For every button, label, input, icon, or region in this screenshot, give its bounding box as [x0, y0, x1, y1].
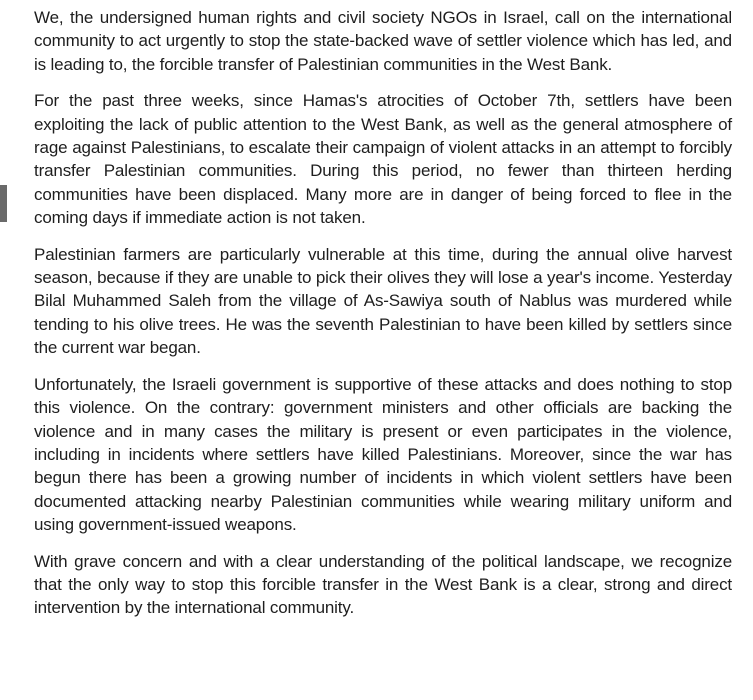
document-body [34, 6, 732, 633]
paragraph-olive-harvest: Palestinian farmers are particularly vulnerable at this time, during the annual olive harvest season, because if they are unable to pick their olives they will lose a year's income. Yesterday Bilal Muhammed Saleh from the village of As-Sawiya south of Nablus was murdered while tending to his olive trees. He was the seventh Palestinian to have been killed by settlers since the current war began. [34, 244, 732, 358]
paragraph-government: Unfortunately, the Israeli government is supportive of these attacks and does nothing to stop this violence. On the contrary: government ministers and other officials are backing the violence and in many cases the military is present or even participates in the violence, including in incidents where settlers have killed Palestinians. Moreover, since the war has begun there has been a growing number of incidents in which violent settlers have been documented attacking nearby Palestinian communities while wearing military uniform and using government-issued weapons. [34, 374, 732, 535]
cut-off-next-line [34, 657, 209, 663]
scroll-marker [0, 185, 7, 222]
paragraph-three-weeks: For the past three weeks, since Hamas's atrocities of October 7th, settlers have been exploiting the lack of public attention to the West Bank, as well as the general atmosphere of rage against Palestinians, to escalate their campaign of violent attacks in an attempt to forcibly transfer Palestinian communities. During this period, no fewer than thirteen herding communities have been displaced. Many more are in danger of being forced to flee in the coming days if immediate action is not taken. [34, 91, 732, 228]
paragraph-conclusion: With grave concern and with a clear understanding of the political landscape, we recognize that the only way to stop this forcible transfer in the West Bank is a clear, strong and direct intervention by the international community. [34, 551, 732, 618]
paragraph-intro: We, the undersigned human rights and civil society NGOs in Israel, call on the international community to act urgently to stop the state-backed wave of settler violence which has led, and is leading to, the forcible transfer of Palestinian communities in the West Bank. [34, 8, 732, 74]
